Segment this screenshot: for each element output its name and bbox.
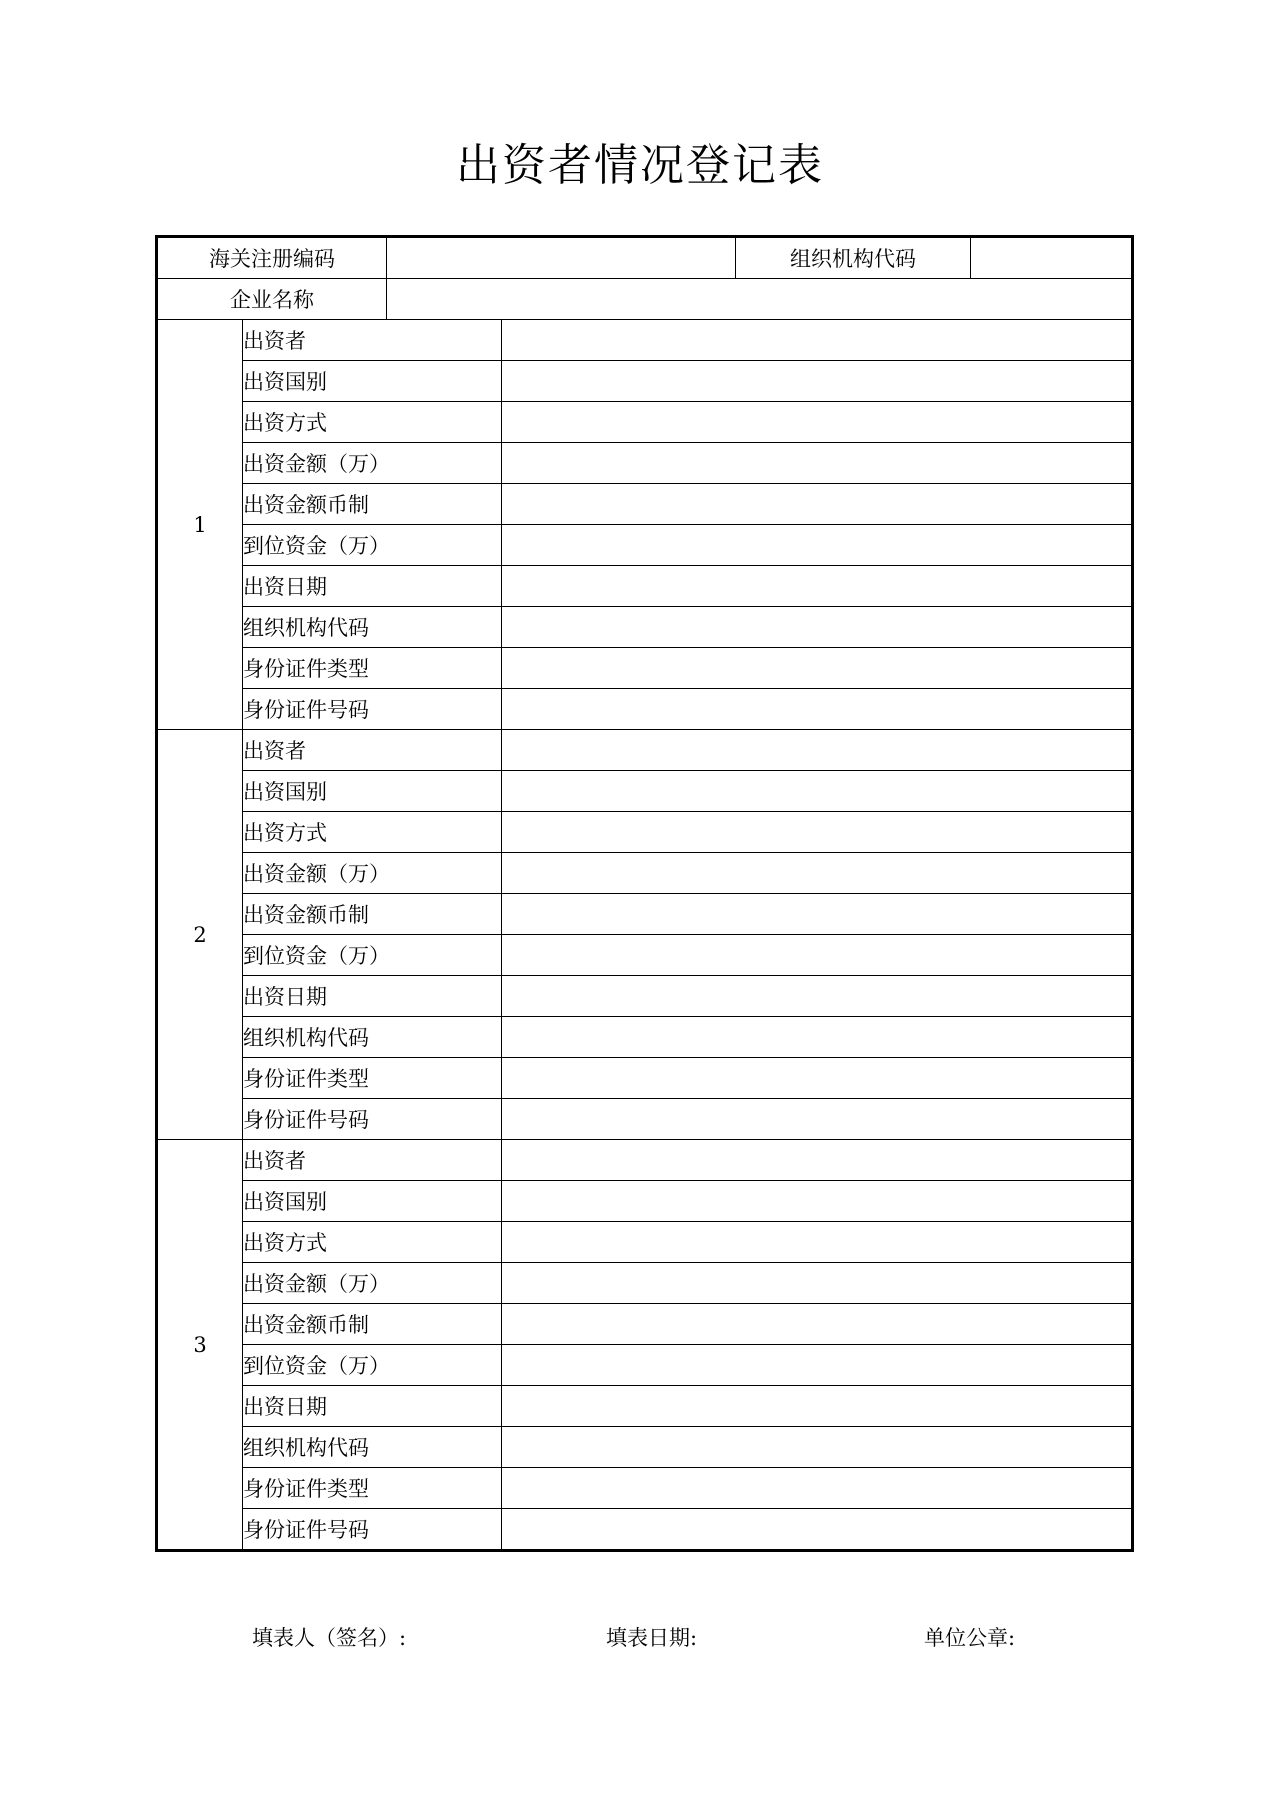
investor-field-value[interactable]: [502, 1509, 1133, 1551]
investor-field-value[interactable]: [502, 894, 1133, 935]
investor-field-label: 出资者: [243, 1140, 502, 1181]
investor-group-number: 3: [157, 1140, 243, 1551]
investor-field-value[interactable]: [502, 1468, 1133, 1509]
investor-field-label: 出资者: [243, 730, 502, 771]
investor-field-label: 出资金额币制: [243, 1304, 502, 1345]
investor-field-label: 出资国别: [243, 771, 502, 812]
investor-field-row: [157, 1181, 1133, 1222]
investor-field-row: [157, 812, 1133, 853]
investor-field-value[interactable]: [502, 648, 1133, 689]
investor-group-number: 2: [157, 730, 243, 1140]
investor-field-value[interactable]: [502, 1304, 1133, 1345]
investor-field-row: [157, 689, 1133, 730]
investor-field-row: [157, 361, 1133, 402]
investor-field-row: [157, 320, 1133, 361]
investor-field-label: 出资金额（万）: [243, 1263, 502, 1304]
investor-field-row: [157, 730, 1133, 771]
investor-field-label: 出资日期: [243, 566, 502, 607]
filler-signature-label: 填表人（签名）:: [252, 1626, 407, 1650]
investor-field-label: 出资国别: [243, 1181, 502, 1222]
investor-field-value[interactable]: [502, 443, 1133, 484]
investor-field-row: [157, 1058, 1133, 1099]
investor-field-value[interactable]: [502, 484, 1133, 525]
investor-field-value[interactable]: [502, 1140, 1133, 1181]
investor-field-value[interactable]: [502, 771, 1133, 812]
investor-field-row: [157, 607, 1133, 648]
investor-field-row: [157, 566, 1133, 607]
investor-field-label: 到位资金（万）: [243, 1345, 502, 1386]
investor-field-value[interactable]: [502, 976, 1133, 1017]
investor-field-value[interactable]: [502, 812, 1133, 853]
investor-field-value[interactable]: [502, 320, 1133, 361]
company-name-field[interactable]: [387, 279, 1133, 320]
investor-field-label: 出资者: [243, 320, 502, 361]
org-code-label: 组织机构代码: [736, 238, 971, 278]
org-code-field[interactable]: [971, 238, 1131, 278]
investor-field-row: [157, 1140, 1133, 1181]
customs-code-field[interactable]: [387, 237, 736, 279]
investor-field-label: 出资国别: [243, 361, 502, 402]
customs-code-label: 海关注册编码: [157, 237, 387, 279]
header-row-company: [157, 279, 1133, 320]
investor-field-row: [157, 976, 1133, 1017]
investor-field-value[interactable]: [502, 935, 1133, 976]
investor-field-row: [157, 1509, 1133, 1551]
investor-field-value[interactable]: [502, 1058, 1133, 1099]
investor-group-number: 1: [157, 320, 243, 730]
investor-field-value[interactable]: [502, 1386, 1133, 1427]
investor-field-value[interactable]: [502, 402, 1133, 443]
unit-seal-label: 单位公章:: [924, 1626, 1016, 1650]
investor-field-row: [157, 648, 1133, 689]
investor-field-label: 组织机构代码: [243, 607, 502, 648]
investor-field-label: 到位资金（万）: [243, 935, 502, 976]
investor-field-value[interactable]: [502, 1099, 1133, 1140]
header-row-codes: [157, 237, 1133, 279]
investor-field-row: [157, 1263, 1133, 1304]
investor-field-label: 身份证件号码: [243, 1509, 502, 1551]
investor-field-label: 身份证件号码: [243, 689, 502, 730]
investor-field-label: 出资日期: [243, 976, 502, 1017]
investor-field-row: [157, 1099, 1133, 1140]
investor-field-row: [157, 1427, 1133, 1468]
investor-field-value[interactable]: [502, 525, 1133, 566]
investor-field-label: 出资方式: [243, 812, 502, 853]
investor-field-label: 身份证件类型: [243, 1058, 502, 1099]
investor-field-label: 组织机构代码: [243, 1017, 502, 1058]
investor-field-label: 身份证件号码: [243, 1099, 502, 1140]
investor-field-label: 出资金额（万）: [243, 443, 502, 484]
investor-field-value[interactable]: [502, 853, 1133, 894]
investor-field-value[interactable]: [502, 1222, 1133, 1263]
investor-field-row: [157, 1345, 1133, 1386]
investor-field-row: [157, 1468, 1133, 1509]
investor-field-value[interactable]: [502, 361, 1133, 402]
investor-field-value[interactable]: [502, 1017, 1133, 1058]
investor-field-label: 出资金额（万）: [243, 853, 502, 894]
investor-field-row: [157, 894, 1133, 935]
investor-field-value[interactable]: [502, 566, 1133, 607]
investor-field-label: 身份证件类型: [243, 648, 502, 689]
investor-field-row: [157, 771, 1133, 812]
investor-field-row: [157, 484, 1133, 525]
investor-field-label: 组织机构代码: [243, 1427, 502, 1468]
investor-field-label: 到位资金（万）: [243, 525, 502, 566]
org-code-cell: [736, 237, 1133, 279]
company-name-label: 企业名称: [157, 279, 387, 320]
investor-field-label: 身份证件类型: [243, 1468, 502, 1509]
investor-field-row: [157, 443, 1133, 484]
investor-field-value[interactable]: [502, 1345, 1133, 1386]
investor-field-row: [157, 935, 1133, 976]
investor-field-label: 出资方式: [243, 402, 502, 443]
investor-field-value[interactable]: [502, 1263, 1133, 1304]
investor-field-row: [157, 402, 1133, 443]
investor-field-row: [157, 853, 1133, 894]
investor-field-label: 出资金额币制: [243, 894, 502, 935]
fill-date-label: 填表日期:: [606, 1626, 698, 1650]
investor-field-row: [157, 1222, 1133, 1263]
investor-field-value[interactable]: [502, 1181, 1133, 1222]
investor-field-value[interactable]: [502, 607, 1133, 648]
investor-field-label: 出资日期: [243, 1386, 502, 1427]
investor-field-row: [157, 1304, 1133, 1345]
investor-field-row: [157, 1386, 1133, 1427]
registration-form-table: [155, 235, 1134, 1552]
page-title: 出资者情况登记表: [456, 140, 824, 191]
investor-field-row: [157, 1017, 1133, 1058]
investor-field-value[interactable]: [502, 1427, 1133, 1468]
investor-field-label: 出资金额币制: [243, 484, 502, 525]
investor-field-label: 出资方式: [243, 1222, 502, 1263]
investor-field-value[interactable]: [502, 689, 1133, 730]
investor-field-value[interactable]: [502, 730, 1133, 771]
investor-field-row: [157, 525, 1133, 566]
